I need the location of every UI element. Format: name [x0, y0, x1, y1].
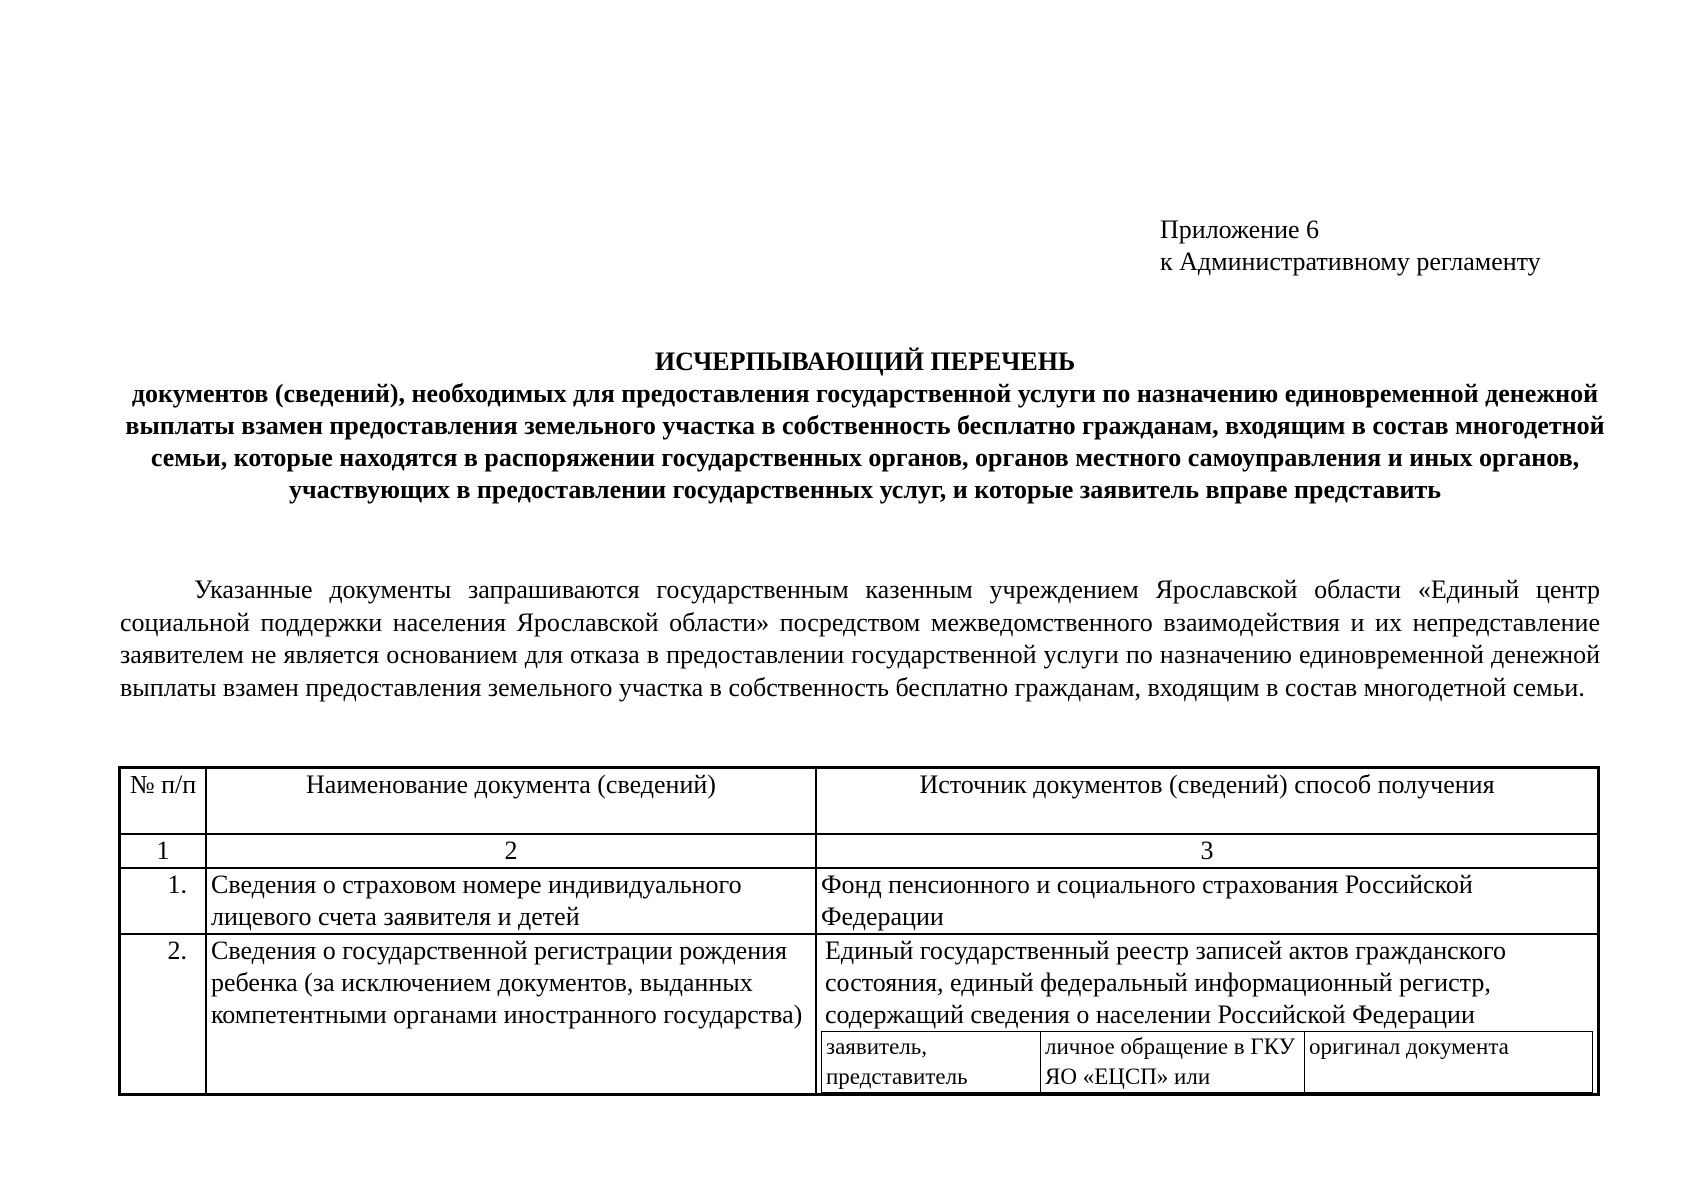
table-row — [120, 934, 1598, 1094]
title-main: ИСЧЕРПЫВАЮЩИЙ ПЕРЕЧЕНЬ — [654, 347, 1076, 376]
row-source: Фонд пенсионного и социального страхования Российской Федерации — [816, 868, 1598, 934]
sub-document: оригинал документа — [1305, 1032, 1593, 1093]
title-subtitle: документов (сведений), необходимых для предоставления государственной услуги по назначению единовременной денежной выплаты взамен предоставления земельного участка в собственность бесплатно гражданам, входящим в состав многодетной семьи, которые находятся в распоряжении государственных органов, органов местного самоуправления и иных органов, участвующих в предоставлении государственных услуг, и которые заявитель вправе представить — [125, 379, 1605, 504]
row-name: Сведения о государственной регистрации рождения ребенка (за исключением документов, выданных компетентными органами иностранного государства) — [206, 934, 816, 1094]
sub-applicant: заявитель, представитель — [822, 1032, 1041, 1093]
table-row — [120, 868, 1598, 934]
row-num: 1. — [120, 868, 206, 934]
row-source-cell — [816, 934, 1598, 1094]
appendix-number: Приложение 6 — [1160, 215, 1320, 244]
header-num: № п/п — [120, 768, 206, 834]
intro-paragraph: Указанные документы запрашиваются государственным казенным учреждением Ярославской области «Единый центр социальной поддержки населения Ярославской области» посредством межведомственного взаимодействия и их непредставление заявителем не является основанием для отказа в предоставлении государственной услуги по назначению единовременной денежной выплаты взамен предоставления земельного участка в собственность бесплатно гражданам, входящим в состав многодетной семьи. — [120, 575, 1600, 702]
header-source: Источник документов (сведений) способ получения — [816, 768, 1598, 834]
table-header-row — [120, 768, 1598, 834]
appendix-heading — [1160, 214, 1541, 278]
appendix-reference: к Административному регламенту — [1160, 247, 1541, 276]
documents-table — [118, 766, 1600, 1096]
sub-method: личное обращение в ГКУ ЯО «ЕЦСП» или — [1041, 1032, 1305, 1093]
document-title — [120, 346, 1610, 506]
row-source: Единый государственный реестр записей актов гражданского состояния, единый федеральный информационный регистр, содержащий сведения о населении Российской Федерации — [825, 936, 1506, 1029]
index-cell: 2 — [206, 834, 816, 868]
table-index-row — [120, 834, 1598, 868]
header-name: Наименование документа (сведений) — [206, 768, 816, 834]
index-cell: 1 — [120, 834, 206, 868]
row-num: 2. — [120, 934, 206, 1094]
row-name: Сведения о страховом номере индивидуального лицевого счета заявителя и детей — [206, 868, 816, 934]
index-cell: 3 — [816, 834, 1598, 868]
source-subtable — [821, 1031, 1593, 1093]
